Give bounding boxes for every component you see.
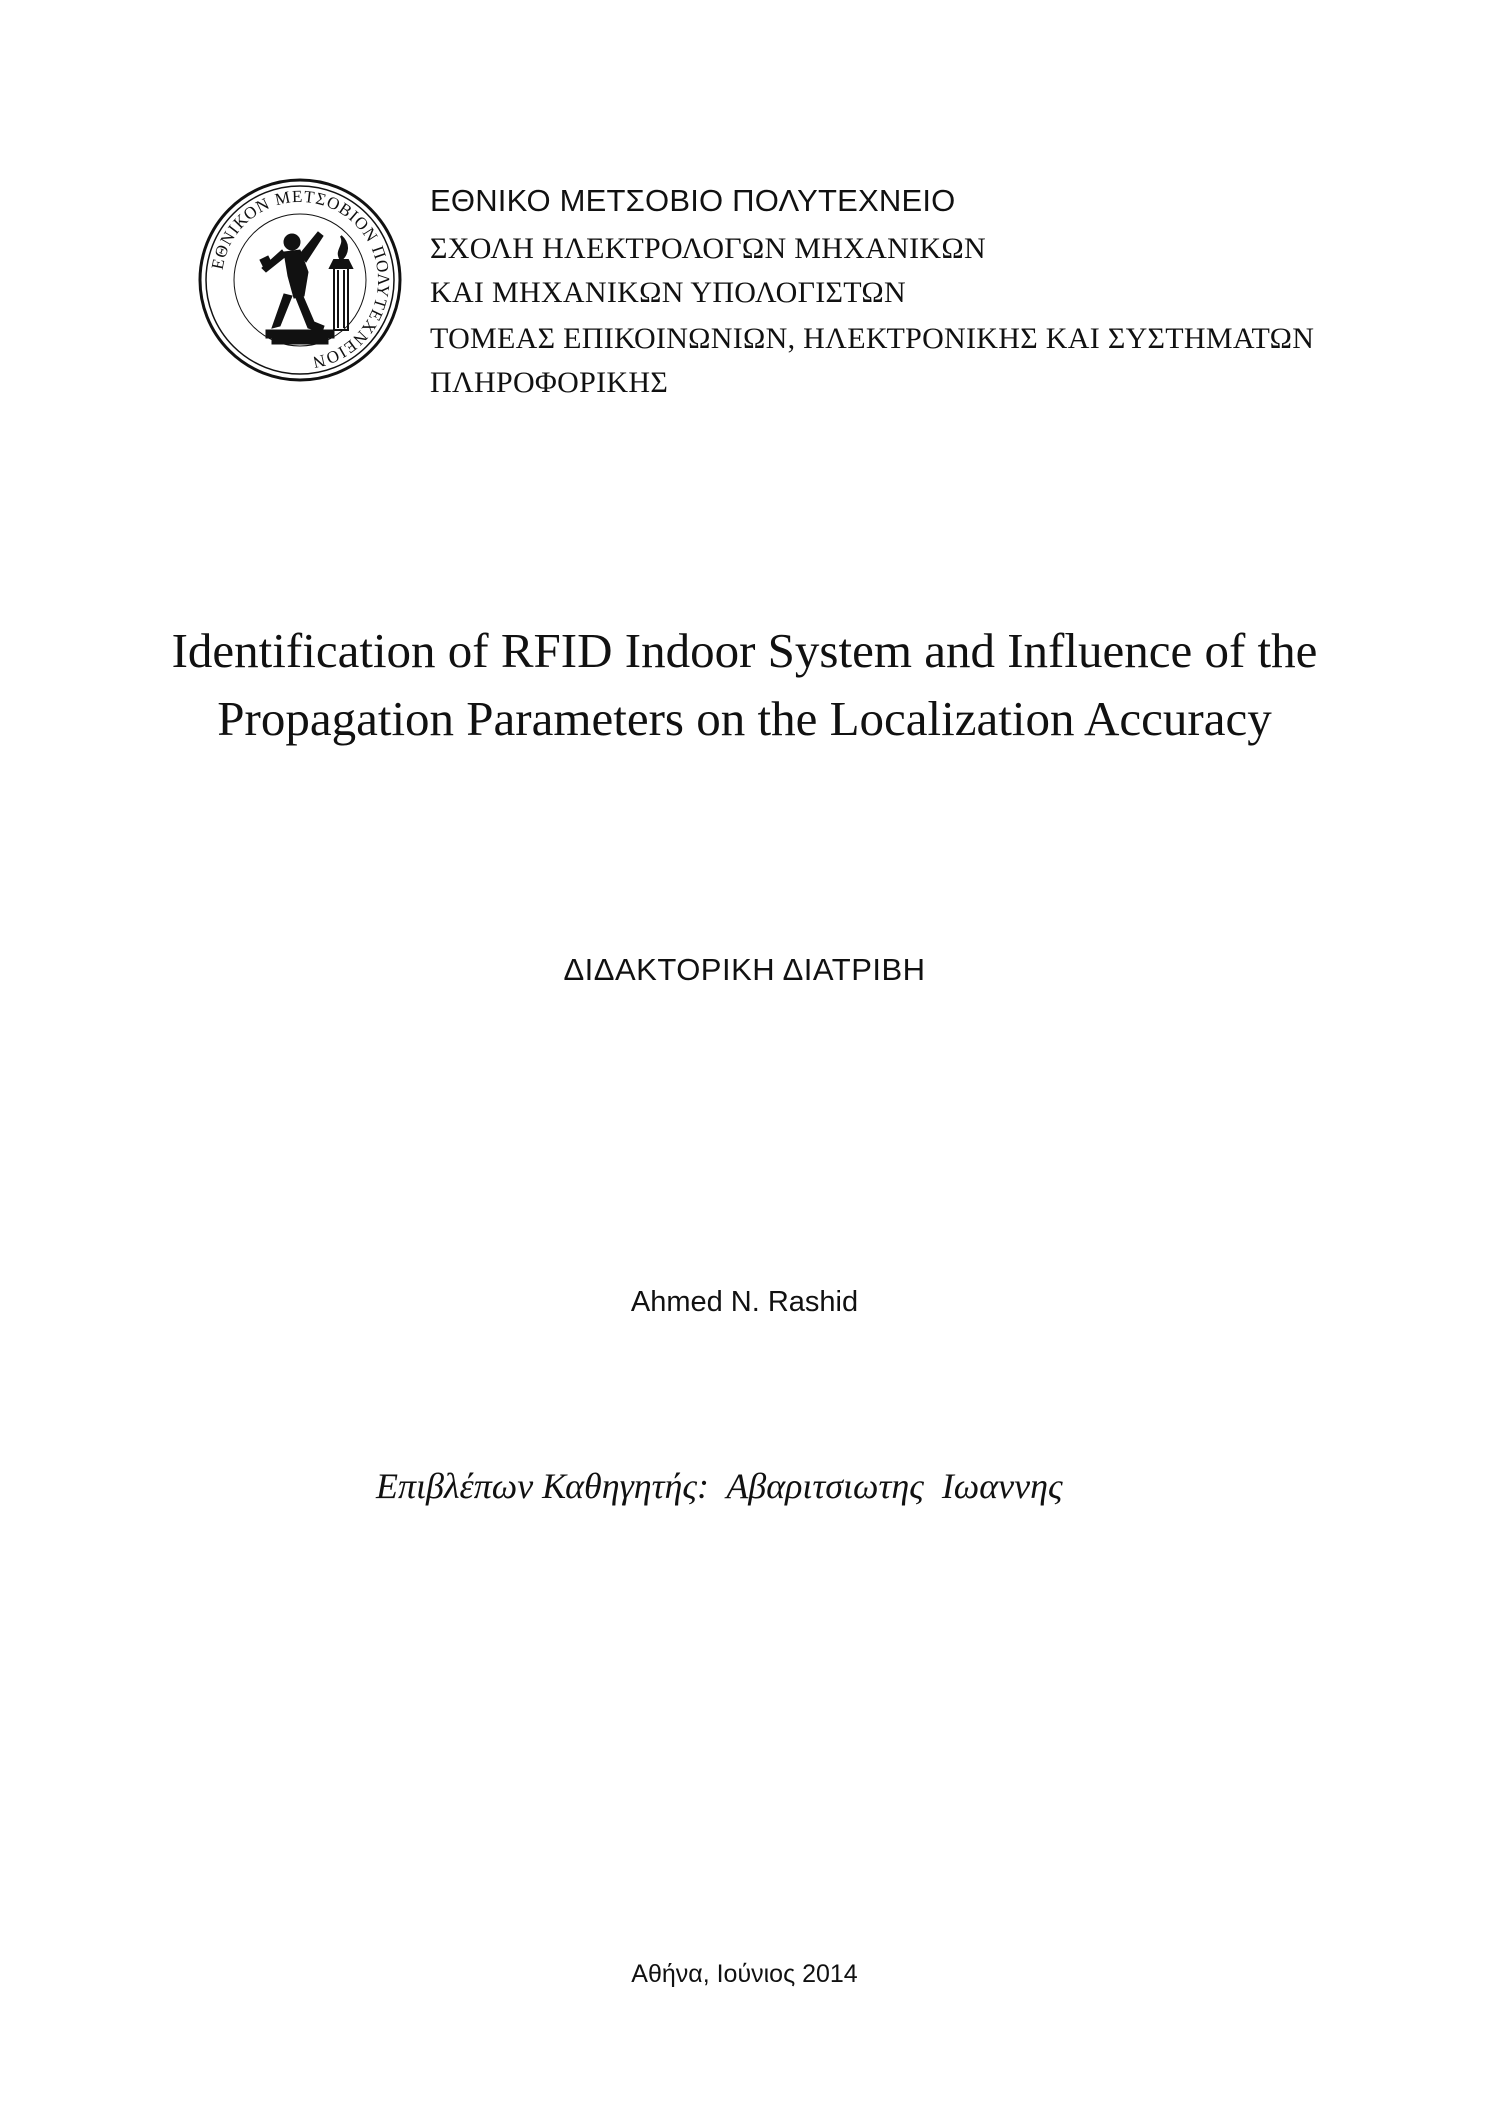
place-and-date: Αθήνα, Ιούνιος 2014 <box>631 1960 858 1988</box>
school-name-line-2: ΚΑΙ ΜΗΧΑΝΙΚΩΝ ΥΠΟΛΟΓΙΣΤΩΝ <box>430 276 906 309</box>
university-name: ΕΘΝΙΚΟ ΜΕΤΣΟΒΙΟ ΠΟΛΥΤΕΧΝΕΙΟ <box>430 183 956 218</box>
author-name: Ahmed N. Rashid <box>630 1286 859 1318</box>
supervisor-line: Επιβλέπων Καθηγητής: Αβαριτσιωτης Ιωαννης <box>376 1466 1063 1506</box>
university-seal-icon <box>196 176 404 384</box>
document-type: ΔΙΔΑΚΤΟΡΙΚΗ ΔΙΑΤΡΙΒΗ <box>563 952 926 987</box>
school-name-line-1: ΣΧΟΛΗ ΗΛΕΚΤΡΟΛΟΓΩΝ ΜΗΧΑΝΙΚΩΝ <box>430 232 986 265</box>
thesis-title-line-2: Propagation Parameters on the Localization Accuracy <box>217 691 1272 746</box>
thesis-title-line-1: Identification of RFID Indoor System and Influence of the <box>171 623 1318 678</box>
department-name-line-2: ΠΛΗΡΟΦΟΡΙΚΗΣ <box>430 366 669 399</box>
svg-text:ΕΘΝΙΚΟΝ ΜΕΤΣΟΒΙΟΝ ΠΟΛΥΤΕΧΝΕΙΟΝ: ΕΘΝΙΚΟΝ ΜΕΤΣΟΒΙΟΝ ΠΟΛΥΤΕΧΝΕΙΟΝ <box>207 186 394 373</box>
department-name-line-1: ΤΟΜΕΑΣ ΕΠΙΚΟΙΝΩΝΙΩΝ, ΗΛΕΚΤΡΟΝΙΚΗΣ ΚΑΙ ΣΥΣΤΗΜΑΤΩΝ <box>430 322 1315 355</box>
